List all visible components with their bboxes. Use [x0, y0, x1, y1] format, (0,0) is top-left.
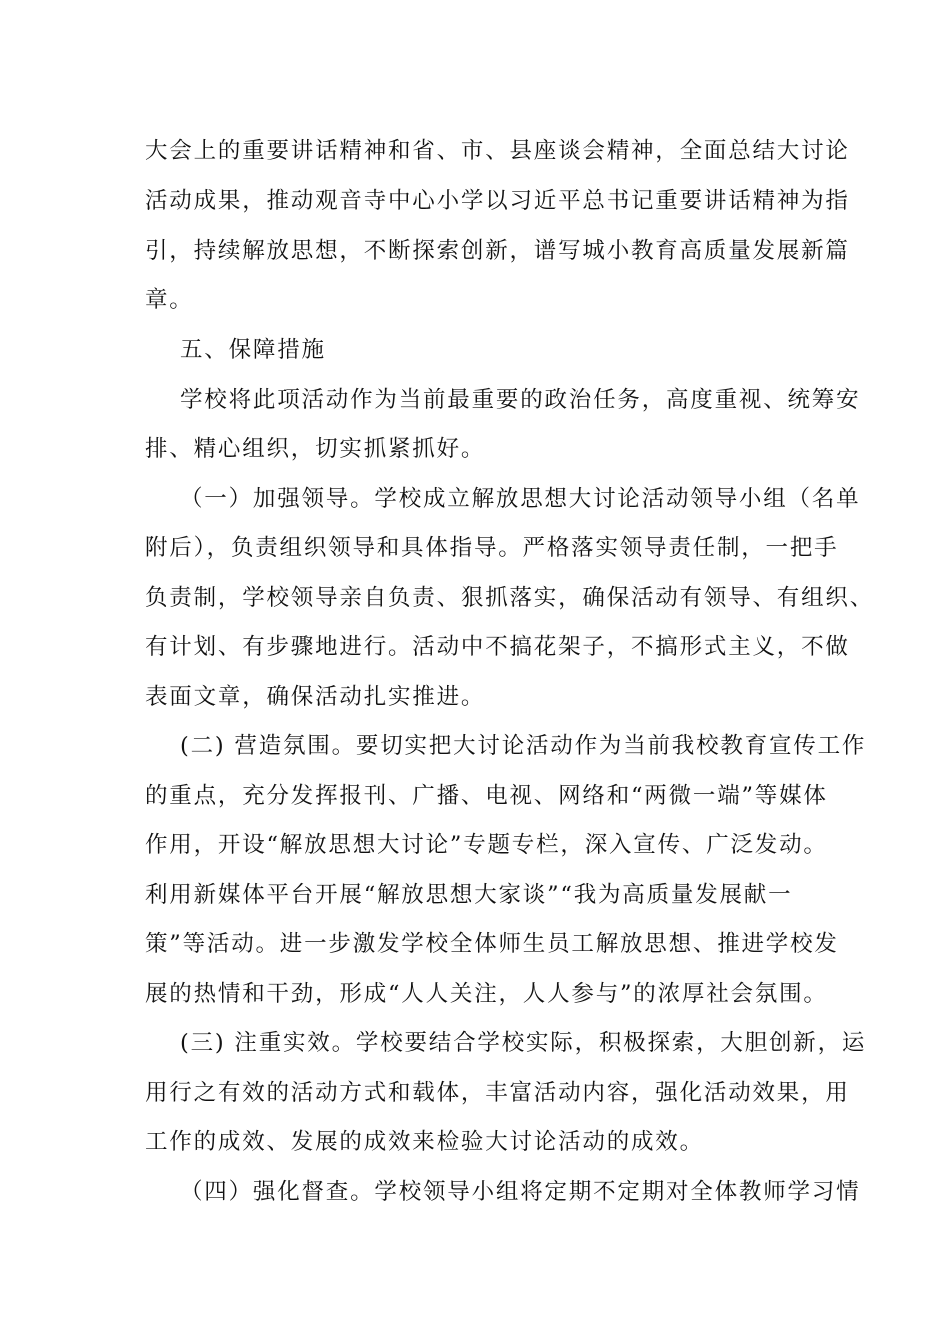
paragraph-first-line: (三) 注重实效。学校要结合学校实际，积极探索，大胆创新，运 — [180, 1030, 867, 1056]
text-line: 有计划、有步骤地进行。活动中不搞花架子，不搞形式主义，不做 — [145, 634, 850, 660]
text-line: 作用，开设“解放思想大讨论”专题专栏，深入宣传、广泛发动。 — [145, 832, 828, 858]
text-line: 的重点，充分发挥报刊、广播、电视、网络和“两微一端”等媒体 — [145, 783, 828, 809]
text-line: 引，持续解放思想，不断探索创新，谱写城小教育高质量发展新篇 — [145, 238, 850, 264]
text-line: 用行之有效的活动方式和载体，丰富活动内容，强化活动效果，用 — [145, 1080, 850, 1106]
paragraph-first-line: （四）强化督查。学校领导小组将定期不定期对全体教师学习情 — [180, 1179, 861, 1205]
text-line: 展的热情和干劲，形成“人人关注，人人参与”的浓厚社会氛围。 — [145, 981, 828, 1007]
text-line: 大会上的重要讲话精神和省、市、县座谈会精神，全面总结大讨论 — [145, 138, 850, 164]
text-line: 排、精心组织，切实抓紧抓好。 — [145, 436, 486, 462]
text-line: 利用新媒体平台开展“解放思想大家谈”“我为高质量发展献一 — [145, 882, 793, 908]
text-line: 活动成果，推动观音寺中心小学以习近平总书记重要讲话精神为指 — [145, 188, 850, 214]
section-heading: 五、保障措施 — [180, 337, 326, 363]
paragraph-first-line: (二) 营造氛围。要切实把大讨论活动作为当前我校教育宣传工作 — [180, 733, 867, 759]
text-line: 策”等活动。进一步激发学校全体师生员工解放思想、推进学校发 — [145, 931, 839, 957]
text-line: 附后），负责组织领导和具体指导。严格落实领导责任制，一把手 — [145, 535, 839, 561]
text-line: 工作的成效、发展的成效来检验大讨论活动的成效。 — [145, 1129, 704, 1155]
text-line: 章。 — [145, 287, 194, 313]
paragraph-first-line: 学校将此项活动作为当前最重要的政治任务，高度重视、统筹安 — [180, 387, 861, 413]
paragraph-first-line: （一）加强领导。学校成立解放思想大讨论活动领导小组（名单 — [180, 486, 861, 512]
text-line: 负责制，学校领导亲自负责、狠抓落实，确保活动有领导、有组织、 — [145, 585, 875, 611]
text-line: 表面文章，确保活动扎实推进。 — [145, 684, 486, 710]
